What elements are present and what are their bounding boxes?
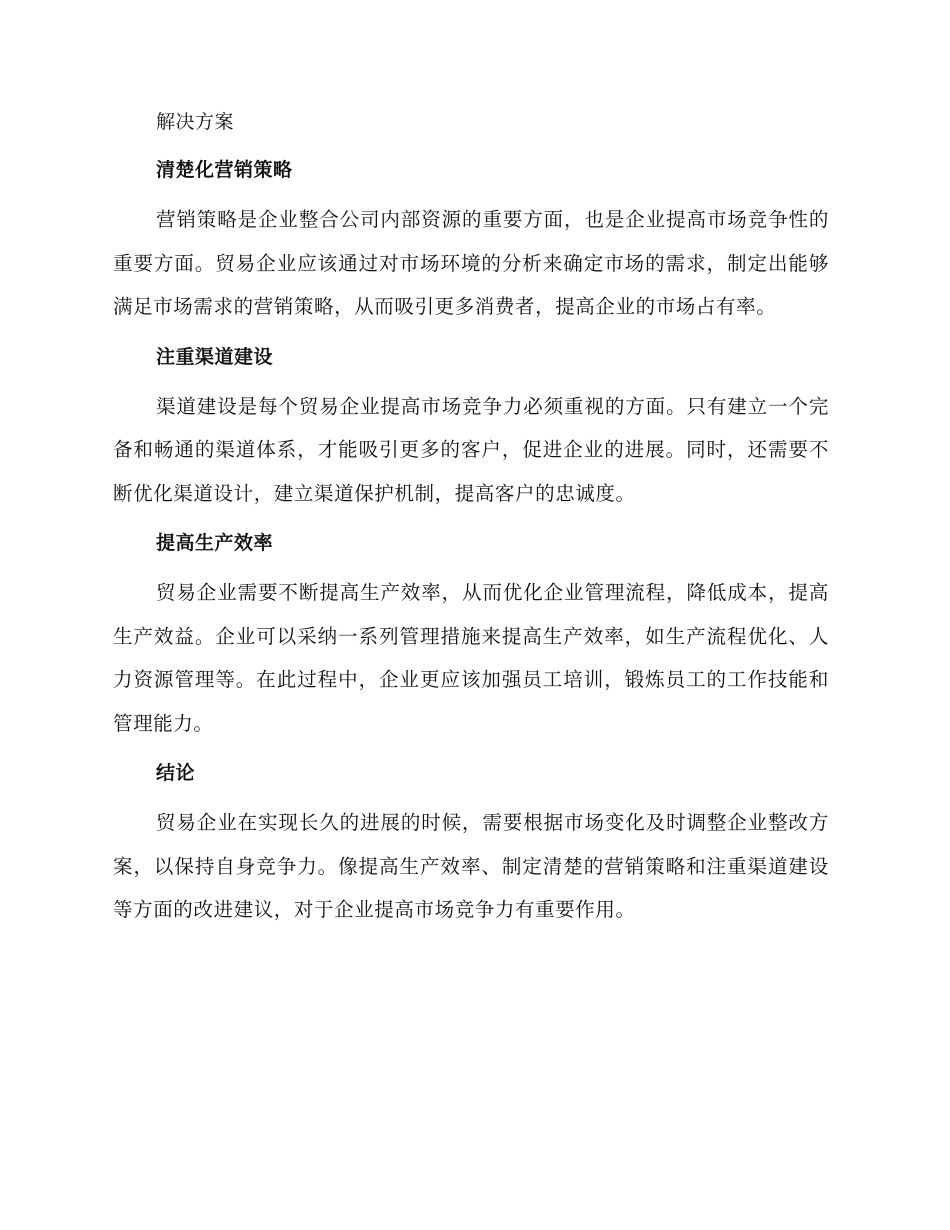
subsection-heading-channel: 注重渠道建设 [156, 345, 274, 368]
document-page [113, 108, 829, 932]
section-title: 解决方案 [156, 111, 235, 133]
conclusion-paragraph: 贸易企业在实现长久的进展的时候，需要根据市场变化及时调整企业整改方案，以保持自身竞争力。像提高生产效率、制定清楚的营销策略和注重渠道建设等方面的改进建议，对于企业提高市场竞争力有重要作用。 [113, 811, 829, 921]
subsection-paragraph-efficiency: 贸易企业需要不断提高生产效率，从而优化企业管理流程，降低成本，提高生产效益。企业可以采纳一系列管理措施来提高生产效率，如生产流程优化、人力资源管理等。在此过程中，企业更应该加强员工培训，锻炼员工的工作技能和管理能力。 [113, 581, 829, 735]
conclusion-heading: 结论 [156, 762, 196, 784]
subsection-heading-efficiency: 提高生产效率 [156, 532, 274, 554]
subsection-paragraph-marketing: 营销策略是企业整合公司内部资源的重要方面，也是企业提高市场竞争性的重要方面。贸易企业应该通过对市场环境的分析来确定市场的需求，制定出能够满足市场需求的营销策略，从而吸引更多消费者，提高企业的市场占有率。 [113, 208, 829, 318]
subsection-heading-marketing: 清楚化营销策略 [156, 159, 293, 181]
subsection-paragraph-channel: 渠道建设是每个贸易企业提高市场竞争力必须重视的方面。只有建立一个完备和畅通的渠道体系，才能吸引更多的客户，促进企业的进展。同时，还需要不断优化渠道设计，建立渠道保护机制，提高客户的忠诚度。 [113, 394, 829, 505]
